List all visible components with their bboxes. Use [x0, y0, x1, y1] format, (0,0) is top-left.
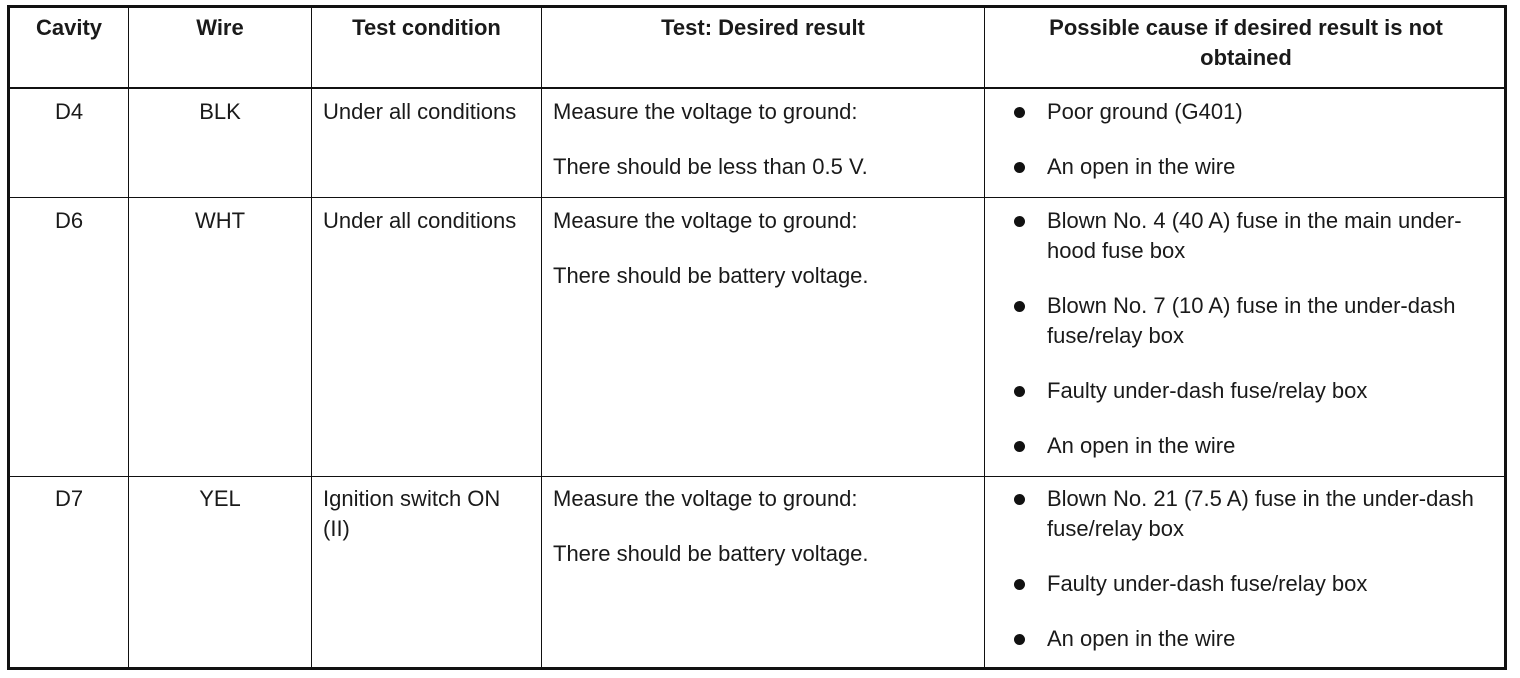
column-divider: [311, 8, 312, 667]
cause-item: An open in the wire: [1014, 152, 1484, 182]
result-cell: [553, 97, 978, 182]
wire-cell: YEL: [199, 486, 241, 511]
cause-item: An open in the wire: [1014, 624, 1484, 654]
result-line: There should be battery voltage.: [553, 541, 869, 566]
cavity-cell: D6: [54, 208, 84, 233]
header-divider: [10, 87, 1504, 89]
bullet-icon: [1014, 216, 1025, 227]
bullet-icon: [1014, 301, 1025, 312]
result-cell: [553, 484, 978, 569]
result-line: There should be battery voltage.: [553, 263, 869, 288]
row-divider: [10, 197, 1504, 198]
bullet-icon: [1014, 494, 1025, 505]
result-line: Measure the voltage to ground:: [553, 99, 858, 124]
bullet-icon: [1014, 107, 1025, 118]
bullet-icon: [1014, 386, 1025, 397]
header-desired-result: Test: Desired result: [661, 15, 865, 40]
row-divider: [10, 476, 1504, 477]
bullet-icon: [1014, 634, 1025, 645]
condition-cell: Ignition switch ON (II): [323, 486, 501, 541]
cause-cell: [1014, 484, 1484, 654]
column-divider: [541, 8, 542, 667]
cause-item: An open in the wire: [1014, 431, 1484, 461]
cause-item: Faulty under-dash fuse/relay box: [1014, 569, 1484, 599]
cause-item: Blown No. 21 (7.5 A) fuse in the under-dash fuse/relay box: [1014, 484, 1484, 544]
wire-cell: BLK: [199, 99, 241, 124]
bullet-icon: [1014, 579, 1025, 590]
header-test-condition: Test condition: [352, 15, 501, 40]
result-line: Measure the voltage to ground:: [553, 486, 858, 511]
result-cell: [553, 206, 978, 291]
condition-cell: Under all conditions: [323, 208, 517, 233]
cause-item: Poor ground (G401): [1014, 97, 1484, 127]
cause-item: Faulty under-dash fuse/relay box: [1014, 376, 1484, 406]
result-line: Measure the voltage to ground:: [553, 208, 858, 233]
header-wire: Wire: [196, 15, 244, 40]
cause-cell: [1014, 206, 1484, 461]
bullet-icon: [1014, 162, 1025, 173]
cause-item: Blown No. 4 (40 A) fuse in the main under-hood fuse box: [1014, 206, 1484, 266]
condition-cell: Under all conditions: [323, 99, 517, 124]
cause-cell: [1014, 97, 1484, 182]
result-line: There should be less than 0.5 V.: [553, 154, 868, 179]
cause-item: Blown No. 7 (10 A) fuse in the under-dash fuse/relay box: [1014, 291, 1484, 351]
header-possible-cause: Possible cause if desired result is not obtained: [1049, 15, 1443, 70]
wire-cell: WHT: [194, 208, 246, 233]
cavity-cell: D7: [54, 486, 84, 511]
header-cavity: Cavity: [35, 15, 103, 40]
cavity-cell: D4: [54, 99, 84, 124]
column-divider: [984, 8, 985, 667]
bullet-icon: [1014, 441, 1025, 452]
